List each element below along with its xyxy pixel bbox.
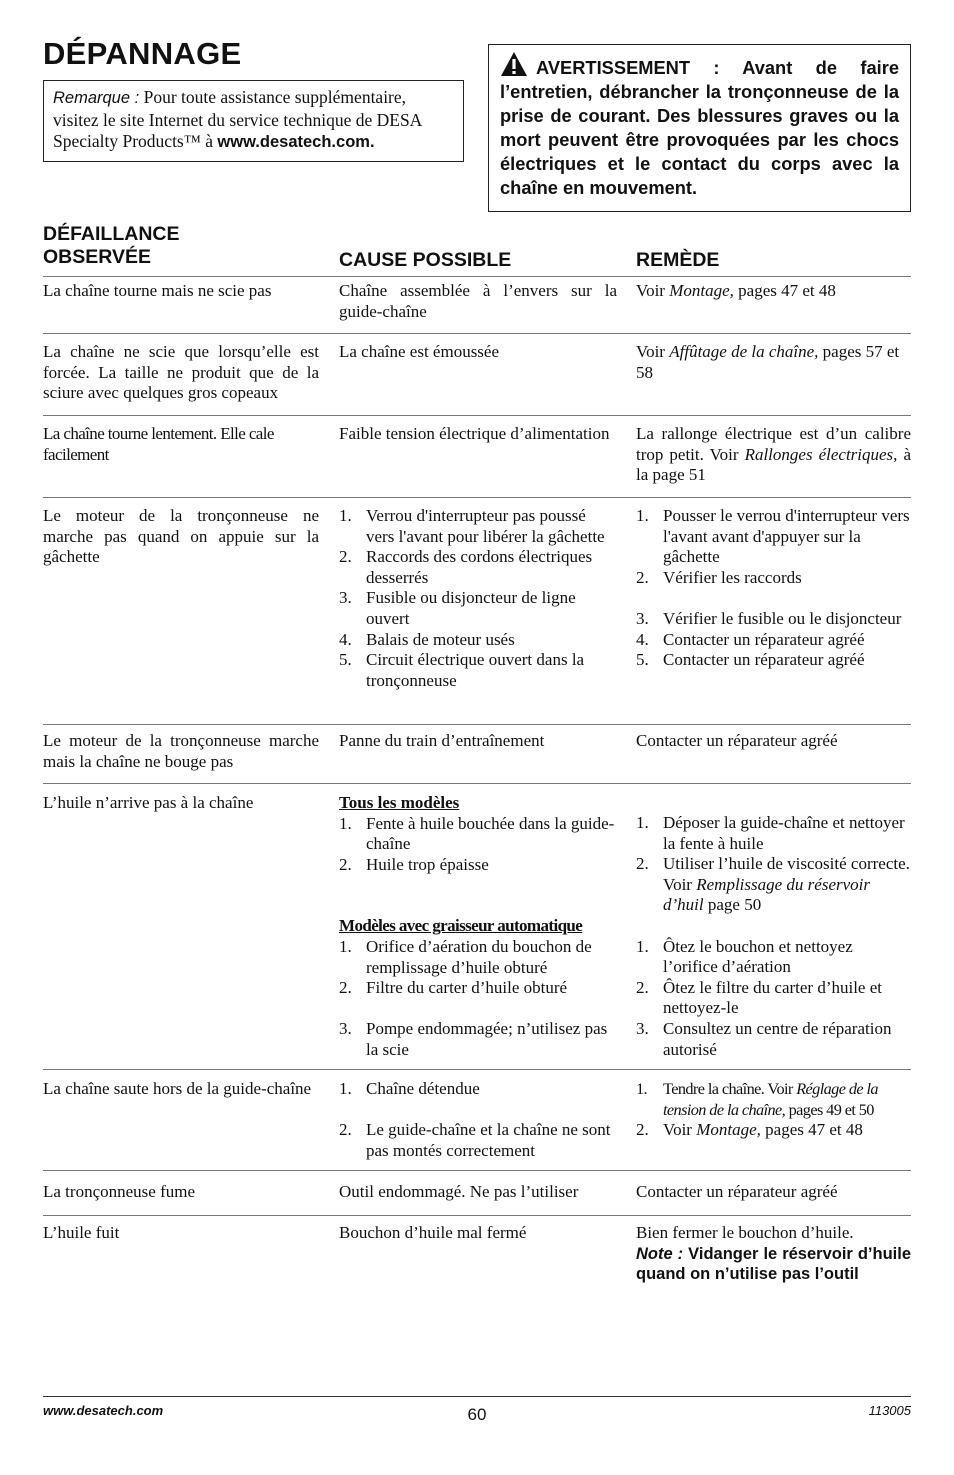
row-divider	[43, 1215, 911, 1216]
problem-cell: Le moteur de la tronçonneuse ne marche pas quand on appuie sur la gâchette	[43, 506, 319, 567]
remedy-text: La rallonge électrique est d’un calibre trop petit. Voir	[636, 424, 911, 464]
remedy-note	[636, 1244, 911, 1285]
column-header-problem	[43, 223, 180, 269]
remedy-cell	[636, 424, 911, 486]
remedy-pages: pages 47 et 48	[733, 281, 836, 300]
document-number: 113005	[868, 1403, 911, 1418]
remedy-reference: Rallonges électriques,	[744, 444, 898, 464]
page-number: 60	[467, 1405, 487, 1424]
list-item: 1. Fente à huile bouchée dans la guide-chaîne	[339, 813, 615, 854]
column-header-problem-line1: DÉFAILLANCE	[43, 223, 180, 245]
page-title: DÉPANNAGE	[43, 36, 242, 71]
header-divider	[43, 276, 911, 277]
list-item: 3. Consultez un centre de réparation autorisé	[636, 1018, 892, 1059]
problem-cell: La chaîne tourne mais ne scie pas	[43, 281, 272, 300]
list-item: 3. Fusible ou disjoncteur de ligne ouvert	[339, 588, 576, 628]
note-text: Pour toute assistance supplémentaire, visitez le site Internet du service technique de DESA Specialty Products™ à	[53, 87, 422, 151]
cause-cell: Outil endommagé. Ne pas l’utiliser	[339, 1182, 579, 1201]
list-item: 1. Ôtez le bouchon et nettoyez l’orifice d’aération	[636, 936, 853, 977]
cause-cell: Faible tension électrique d’alimentation	[339, 424, 610, 443]
remedy-list	[636, 506, 911, 671]
row-divider	[43, 1170, 911, 1171]
remedy-text: Voir	[636, 342, 670, 361]
column-header-problem-line2: OBSERVÉE	[43, 246, 152, 268]
list-item: 3. Vérifier le fusible ou le disjoncteur	[636, 608, 902, 628]
problem-cell: L’huile n’arrive pas à la chaîne	[43, 793, 254, 812]
list-item: 4. Balais de moteur usés	[339, 629, 515, 649]
group-title-auto-oiler: Modèles avec graisseur automatique	[339, 916, 583, 936]
list-item: 1. Pousser le verrou d'interrupteur vers l'avant avant d'appuyer sur la gâchette	[636, 506, 910, 567]
cause-cell: Panne du train d’entraînement	[339, 731, 545, 750]
list-item: 1. Déposer la guide-chaîne et nettoyer la fente à huile	[636, 813, 905, 853]
note-box	[43, 80, 464, 162]
list-item: 2. Vérifier les raccords	[636, 567, 802, 587]
cause-cell: Bouchon d’huile mal fermé	[339, 1223, 527, 1242]
row-divider	[43, 783, 911, 784]
remedy-cell	[636, 1223, 911, 1285]
problem-cell: Le moteur de la tronçonneuse marche mais la chaîne ne bouge pas	[43, 731, 319, 771]
footer-divider	[43, 1396, 911, 1397]
list-item: 2. Ôtez le filtre du carter d’huile et nettoyez-le	[636, 977, 882, 1018]
cause-list	[339, 506, 617, 691]
row-divider	[43, 724, 911, 725]
column-header-remedy: REMÈDE	[636, 249, 720, 271]
cause-cell: Chaîne assemblée à l’envers sur la guide-chaîne	[339, 281, 617, 321]
problem-cell: L’huile fuit	[43, 1223, 120, 1242]
list-item: 1. Verrou d'interrupteur pas poussé vers l'avant pour libérer la gâchette	[339, 506, 605, 546]
cause-list	[339, 793, 617, 1061]
list-item: 2. Voir Montage, pages 47 et 48	[636, 1120, 863, 1140]
note-text: Vidanger le réservoir d’huile quand on n’utilise pas l’outil	[636, 1244, 911, 1284]
problem-cell: La chaîne saute hors de la guide-chaîne	[43, 1079, 312, 1098]
remedy-list	[636, 813, 911, 1060]
list-item: 1. Orifice d’aération du bouchon de remplissage d’huile obturé	[339, 936, 592, 977]
row-divider	[43, 497, 911, 498]
note-label: Note :	[636, 1244, 684, 1263]
remedy-pages: à la page 51	[636, 444, 912, 485]
list-item: 5. Circuit électrique ouvert dans la tronçonneuse	[339, 650, 585, 690]
row-divider	[43, 1069, 911, 1070]
cause-list	[339, 1079, 617, 1161]
remedy-reference: Affûtage de la chaîne,	[669, 342, 819, 361]
warning-triangle-icon	[500, 51, 528, 77]
remedy-reference: Montage,	[669, 281, 734, 300]
row-divider	[43, 415, 911, 416]
row-divider	[43, 333, 911, 334]
remedy-cell	[636, 281, 911, 302]
list-item: 1. Tendre la chaîne. Voir Réglage de la tension de la chaîne, pages 49 et 50	[636, 1079, 878, 1119]
problem-cell: La tronçonneuse fume	[43, 1182, 195, 1201]
list-item: 1. Chaîne détendue	[339, 1079, 480, 1098]
problem-cell: La chaîne ne scie que lorsqu’elle est forcée. La taille ne produit que de la sciure avec quelques gros copeaux	[43, 342, 319, 403]
remedy-cell	[636, 342, 911, 383]
note-lead: Remarque :	[53, 89, 140, 107]
remedy-cell: Contacter un réparateur agréé	[636, 731, 838, 750]
remedy-text: Voir	[636, 281, 670, 300]
group-title-all-models: Tous les modèles	[339, 793, 460, 812]
note-url-link[interactable]: www.desatech.com.	[217, 133, 375, 151]
footer-url-link[interactable]: www.desatech.com	[43, 1403, 164, 1418]
remedy-cell: Contacter un réparateur agréé	[636, 1182, 838, 1201]
list-item: 2. Huile trop épaisse	[339, 854, 489, 874]
warning-box	[488, 44, 911, 212]
list-item: 4. Contacter un réparateur agréé	[636, 629, 865, 649]
cause-cell: La chaîne est émoussée	[339, 342, 500, 361]
list-item: 2. Utiliser l’huile de viscosité correcte. Voir Remplissage du réservoir d’huil page 50	[636, 854, 910, 915]
column-header-cause: CAUSE POSSIBLE	[339, 249, 512, 271]
list-item: 2. Raccords des cordons électriques desserrés	[339, 547, 593, 587]
problem-cell: La chaîne tourne lentement. Elle cale facilement	[43, 424, 274, 464]
list-item: 2. Filtre du carter d’huile obturé	[339, 978, 568, 998]
warning-text: AVERTISSEMENT : Avant de faire l’entretien, débrancher la tronçonneuse de la prise de courant. Des blessures graves ou la mort peuvent être provoquées par les chocs électriques et le contact du corps avec la chaîne en mouvement.	[500, 57, 899, 198]
remedy-list	[636, 1079, 911, 1141]
list-item: 3. Pompe endommagée; n’utilisez pas la scie	[339, 1019, 608, 1059]
list-item: 2. Le guide-chaîne et la chaîne ne sont pas montés correctement	[339, 1120, 611, 1160]
list-item: 5. Contacter un réparateur agréé	[636, 650, 865, 670]
remedy-text: Bien fermer le bouchon d’huile.	[636, 1223, 854, 1242]
remedy-pages: pages 57 et 58	[636, 342, 900, 382]
